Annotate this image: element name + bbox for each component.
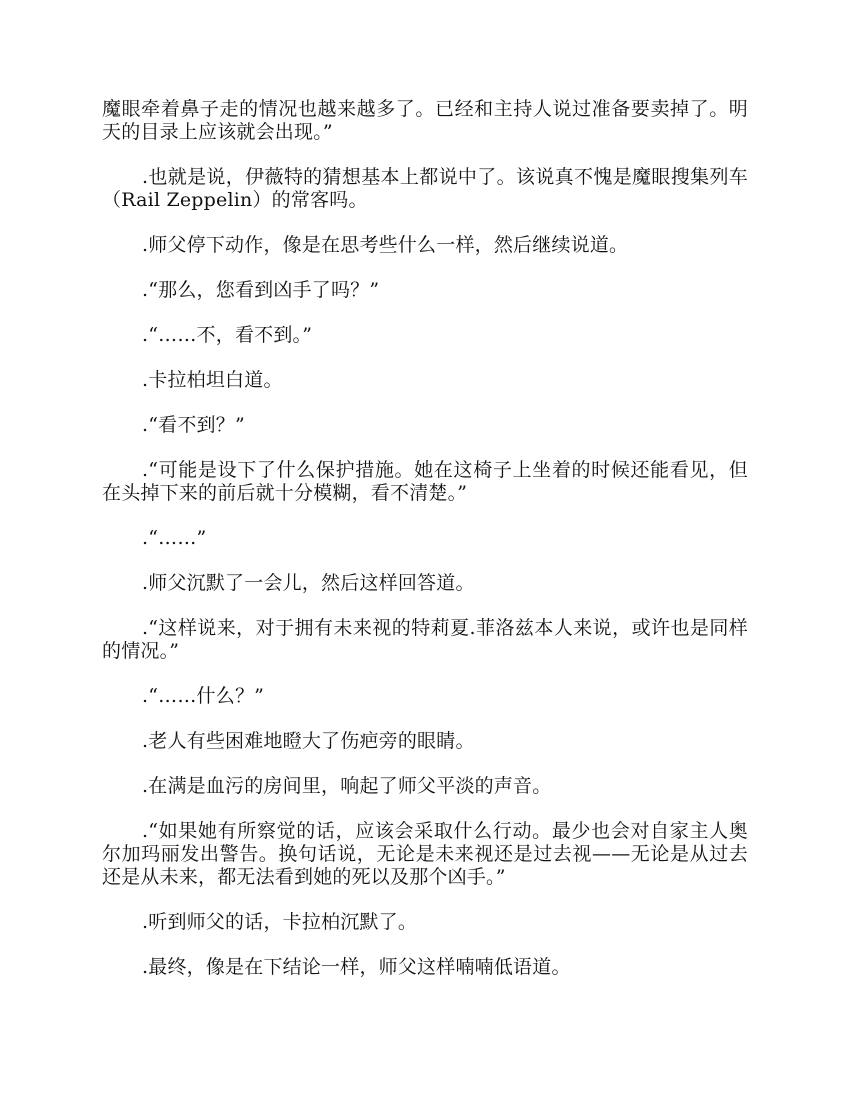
paragraph: .“……不，看不到。” xyxy=(142,324,313,346)
paragraph: .“那么，您看到凶手了吗？” xyxy=(142,279,380,301)
paragraph: .“……什么？” xyxy=(142,685,265,707)
paragraph: .“如果她有所察觉的话，应该会采取什么行动。最少也会对自家主人奥尔加玛丽发出警告。换句话说，无论是未来视还是过去视——无论是从过去还是从未来，都无法看到她的死以及那个凶手。” xyxy=(102,820,748,888)
document-page xyxy=(102,98,748,1001)
paragraph: .“……” xyxy=(142,527,207,549)
paragraph: .“这样说来，对于拥有未来视的特莉夏.菲洛兹本人来说，或许也是同样的情况。” xyxy=(102,617,748,662)
paragraph: .“看不到？” xyxy=(142,414,245,436)
paragraph: .在满是血污的房间里，响起了师父平淡的声音。 xyxy=(142,775,552,797)
paragraph: .师父停下动作，像是在思考些什么一样，然后继续说道。 xyxy=(142,234,629,256)
paragraph: .“可能是设下了什么保护措施。她在这椅子上坐着的时候还能看见，但在头掉下来的前后就十分模糊，看不清楚。” xyxy=(102,459,748,504)
paragraph: .听到师父的话，卡拉柏沉默了。 xyxy=(142,911,418,933)
paragraph: .最终，像是在下结论一样，师父这样喃喃低语道。 xyxy=(142,956,571,978)
paragraph: 魔眼牵着鼻子走的情况也越来越多了。已经和主持人说过准备要卖掉了。明天的目录上应该就会出现。” xyxy=(102,98,748,143)
paragraph: .师父沉默了一会儿，然后这样回答道。 xyxy=(142,572,475,594)
paragraph: .也就是说，伊薇特的猜想基本上都说中了。该说真不愧是魔眼搜集列车（Rail Zeppelin）的常客吗。 xyxy=(102,166,748,211)
paragraph: .卡拉柏坦白道。 xyxy=(142,369,283,391)
paragraph: .老人有些困难地瞪大了伤疤旁的眼睛。 xyxy=(142,730,475,752)
